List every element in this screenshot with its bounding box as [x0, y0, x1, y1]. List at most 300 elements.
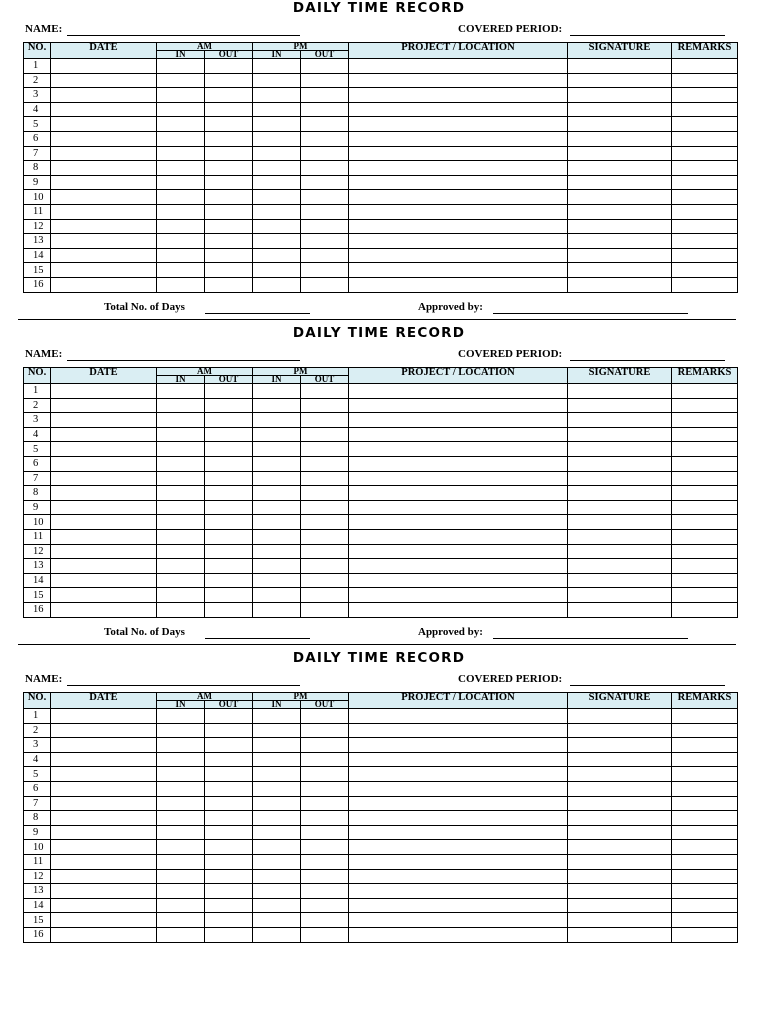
project-cell[interactable]	[349, 723, 568, 738]
pm-out-cell[interactable]	[301, 486, 349, 501]
date-cell[interactable]	[51, 869, 157, 884]
date-cell[interactable]	[51, 752, 157, 767]
remarks-cell[interactable]	[672, 204, 738, 219]
am-in-cell[interactable]	[157, 263, 205, 278]
project-cell[interactable]	[349, 602, 568, 617]
remarks-cell[interactable]	[672, 752, 738, 767]
pm-out-cell[interactable]	[301, 515, 349, 530]
remarks-cell[interactable]	[672, 515, 738, 530]
project-cell[interactable]	[349, 102, 568, 117]
signature-cell[interactable]	[568, 840, 672, 855]
am-out-cell[interactable]	[205, 709, 253, 724]
project-cell[interactable]	[349, 927, 568, 942]
am-out-cell[interactable]	[205, 263, 253, 278]
am-out-cell[interactable]	[205, 146, 253, 161]
project-cell[interactable]	[349, 738, 568, 753]
project-cell[interactable]	[349, 898, 568, 913]
pm-out-cell[interactable]	[301, 825, 349, 840]
signature-cell[interactable]	[568, 442, 672, 457]
signature-cell[interactable]	[568, 398, 672, 413]
date-cell[interactable]	[51, 456, 157, 471]
date-cell[interactable]	[51, 529, 157, 544]
project-cell[interactable]	[349, 559, 568, 574]
covered-period-field[interactable]	[570, 360, 725, 361]
remarks-cell[interactable]	[672, 486, 738, 501]
signature-cell[interactable]	[568, 738, 672, 753]
project-cell[interactable]	[349, 161, 568, 176]
am-out-cell[interactable]	[205, 248, 253, 263]
pm-in-cell[interactable]	[253, 413, 301, 428]
remarks-cell[interactable]	[672, 277, 738, 292]
pm-out-cell[interactable]	[301, 117, 349, 132]
am-in-cell[interactable]	[157, 854, 205, 869]
am-out-cell[interactable]	[205, 869, 253, 884]
pm-out-cell[interactable]	[301, 588, 349, 603]
project-cell[interactable]	[349, 529, 568, 544]
pm-out-cell[interactable]	[301, 427, 349, 442]
am-in-cell[interactable]	[157, 413, 205, 428]
date-cell[interactable]	[51, 234, 157, 249]
date-cell[interactable]	[51, 146, 157, 161]
am-in-cell[interactable]	[157, 825, 205, 840]
project-cell[interactable]	[349, 59, 568, 74]
remarks-cell[interactable]	[672, 573, 738, 588]
signature-cell[interactable]	[568, 471, 672, 486]
remarks-cell[interactable]	[672, 738, 738, 753]
signature-cell[interactable]	[568, 263, 672, 278]
am-in-cell[interactable]	[157, 796, 205, 811]
covered-period-field[interactable]	[570, 35, 725, 36]
am-in-cell[interactable]	[157, 384, 205, 399]
remarks-cell[interactable]	[672, 88, 738, 103]
remarks-cell[interactable]	[672, 898, 738, 913]
am-out-cell[interactable]	[205, 190, 253, 205]
date-cell[interactable]	[51, 854, 157, 869]
project-cell[interactable]	[349, 869, 568, 884]
am-out-cell[interactable]	[205, 427, 253, 442]
project-cell[interactable]	[349, 131, 568, 146]
signature-cell[interactable]	[568, 146, 672, 161]
am-in-cell[interactable]	[157, 781, 205, 796]
am-in-cell[interactable]	[157, 161, 205, 176]
pm-out-cell[interactable]	[301, 898, 349, 913]
date-cell[interactable]	[51, 427, 157, 442]
date-cell[interactable]	[51, 913, 157, 928]
pm-out-cell[interactable]	[301, 500, 349, 515]
am-out-cell[interactable]	[205, 515, 253, 530]
am-out-cell[interactable]	[205, 131, 253, 146]
pm-in-cell[interactable]	[253, 573, 301, 588]
pm-in-cell[interactable]	[253, 234, 301, 249]
remarks-cell[interactable]	[672, 398, 738, 413]
date-cell[interactable]	[51, 88, 157, 103]
am-in-cell[interactable]	[157, 752, 205, 767]
pm-out-cell[interactable]	[301, 59, 349, 74]
project-cell[interactable]	[349, 544, 568, 559]
am-in-cell[interactable]	[157, 515, 205, 530]
project-cell[interactable]	[349, 384, 568, 399]
am-in-cell[interactable]	[157, 913, 205, 928]
am-in-cell[interactable]	[157, 869, 205, 884]
remarks-cell[interactable]	[672, 234, 738, 249]
pm-in-cell[interactable]	[253, 854, 301, 869]
date-cell[interactable]	[51, 840, 157, 855]
project-cell[interactable]	[349, 840, 568, 855]
am-in-cell[interactable]	[157, 898, 205, 913]
signature-cell[interactable]	[568, 869, 672, 884]
remarks-cell[interactable]	[672, 219, 738, 234]
date-cell[interactable]	[51, 219, 157, 234]
signature-cell[interactable]	[568, 825, 672, 840]
project-cell[interactable]	[349, 913, 568, 928]
remarks-cell[interactable]	[672, 544, 738, 559]
remarks-cell[interactable]	[672, 161, 738, 176]
pm-in-cell[interactable]	[253, 131, 301, 146]
pm-out-cell[interactable]	[301, 456, 349, 471]
pm-in-cell[interactable]	[253, 752, 301, 767]
pm-in-cell[interactable]	[253, 219, 301, 234]
pm-in-cell[interactable]	[253, 529, 301, 544]
am-out-cell[interactable]	[205, 840, 253, 855]
pm-out-cell[interactable]	[301, 781, 349, 796]
pm-out-cell[interactable]	[301, 146, 349, 161]
am-out-cell[interactable]	[205, 486, 253, 501]
remarks-cell[interactable]	[672, 190, 738, 205]
date-cell[interactable]	[51, 59, 157, 74]
project-cell[interactable]	[349, 277, 568, 292]
am-in-cell[interactable]	[157, 709, 205, 724]
signature-cell[interactable]	[568, 204, 672, 219]
signature-cell[interactable]	[568, 102, 672, 117]
project-cell[interactable]	[349, 190, 568, 205]
pm-out-cell[interactable]	[301, 738, 349, 753]
project-cell[interactable]	[349, 588, 568, 603]
am-in-cell[interactable]	[157, 573, 205, 588]
remarks-cell[interactable]	[672, 884, 738, 899]
date-cell[interactable]	[51, 559, 157, 574]
am-out-cell[interactable]	[205, 588, 253, 603]
pm-out-cell[interactable]	[301, 131, 349, 146]
date-cell[interactable]	[51, 588, 157, 603]
signature-cell[interactable]	[568, 486, 672, 501]
project-cell[interactable]	[349, 442, 568, 457]
am-in-cell[interactable]	[157, 117, 205, 132]
signature-cell[interactable]	[568, 927, 672, 942]
project-cell[interactable]	[349, 73, 568, 88]
am-out-cell[interactable]	[205, 752, 253, 767]
pm-out-cell[interactable]	[301, 767, 349, 782]
signature-cell[interactable]	[568, 723, 672, 738]
signature-cell[interactable]	[568, 219, 672, 234]
pm-out-cell[interactable]	[301, 263, 349, 278]
am-out-cell[interactable]	[205, 234, 253, 249]
am-in-cell[interactable]	[157, 102, 205, 117]
date-cell[interactable]	[51, 398, 157, 413]
am-out-cell[interactable]	[205, 456, 253, 471]
am-in-cell[interactable]	[157, 146, 205, 161]
am-in-cell[interactable]	[157, 767, 205, 782]
date-cell[interactable]	[51, 927, 157, 942]
am-out-cell[interactable]	[205, 781, 253, 796]
project-cell[interactable]	[349, 204, 568, 219]
remarks-cell[interactable]	[672, 825, 738, 840]
pm-in-cell[interactable]	[253, 811, 301, 826]
remarks-cell[interactable]	[672, 723, 738, 738]
am-out-cell[interactable]	[205, 204, 253, 219]
am-out-cell[interactable]	[205, 854, 253, 869]
remarks-cell[interactable]	[672, 175, 738, 190]
signature-cell[interactable]	[568, 529, 672, 544]
project-cell[interactable]	[349, 515, 568, 530]
am-in-cell[interactable]	[157, 234, 205, 249]
am-out-cell[interactable]	[205, 884, 253, 899]
pm-out-cell[interactable]	[301, 219, 349, 234]
date-cell[interactable]	[51, 486, 157, 501]
pm-in-cell[interactable]	[253, 456, 301, 471]
pm-in-cell[interactable]	[253, 927, 301, 942]
am-in-cell[interactable]	[157, 544, 205, 559]
pm-in-cell[interactable]	[253, 544, 301, 559]
date-cell[interactable]	[51, 413, 157, 428]
pm-out-cell[interactable]	[301, 913, 349, 928]
pm-in-cell[interactable]	[253, 117, 301, 132]
project-cell[interactable]	[349, 88, 568, 103]
pm-in-cell[interactable]	[253, 913, 301, 928]
signature-cell[interactable]	[568, 898, 672, 913]
pm-out-cell[interactable]	[301, 471, 349, 486]
pm-out-cell[interactable]	[301, 102, 349, 117]
pm-out-cell[interactable]	[301, 248, 349, 263]
signature-cell[interactable]	[568, 234, 672, 249]
project-cell[interactable]	[349, 825, 568, 840]
pm-in-cell[interactable]	[253, 559, 301, 574]
project-cell[interactable]	[349, 427, 568, 442]
project-cell[interactable]	[349, 234, 568, 249]
date-cell[interactable]	[51, 175, 157, 190]
signature-cell[interactable]	[568, 161, 672, 176]
am-in-cell[interactable]	[157, 738, 205, 753]
remarks-cell[interactable]	[672, 384, 738, 399]
project-cell[interactable]	[349, 854, 568, 869]
date-cell[interactable]	[51, 102, 157, 117]
pm-in-cell[interactable]	[253, 723, 301, 738]
am-in-cell[interactable]	[157, 927, 205, 942]
am-out-cell[interactable]	[205, 442, 253, 457]
pm-in-cell[interactable]	[253, 277, 301, 292]
signature-cell[interactable]	[568, 59, 672, 74]
pm-in-cell[interactable]	[253, 248, 301, 263]
pm-out-cell[interactable]	[301, 277, 349, 292]
signature-cell[interactable]	[568, 175, 672, 190]
am-in-cell[interactable]	[157, 190, 205, 205]
pm-out-cell[interactable]	[301, 602, 349, 617]
am-out-cell[interactable]	[205, 913, 253, 928]
am-out-cell[interactable]	[205, 175, 253, 190]
date-cell[interactable]	[51, 781, 157, 796]
name-field[interactable]	[67, 685, 300, 686]
am-in-cell[interactable]	[157, 840, 205, 855]
pm-in-cell[interactable]	[253, 486, 301, 501]
approved-by-field[interactable]	[493, 313, 688, 314]
date-cell[interactable]	[51, 161, 157, 176]
am-out-cell[interactable]	[205, 102, 253, 117]
pm-in-cell[interactable]	[253, 471, 301, 486]
date-cell[interactable]	[51, 471, 157, 486]
project-cell[interactable]	[349, 884, 568, 899]
pm-in-cell[interactable]	[253, 204, 301, 219]
signature-cell[interactable]	[568, 131, 672, 146]
date-cell[interactable]	[51, 384, 157, 399]
project-cell[interactable]	[349, 398, 568, 413]
project-cell[interactable]	[349, 796, 568, 811]
signature-cell[interactable]	[568, 500, 672, 515]
pm-out-cell[interactable]	[301, 544, 349, 559]
am-out-cell[interactable]	[205, 602, 253, 617]
pm-in-cell[interactable]	[253, 190, 301, 205]
am-in-cell[interactable]	[157, 723, 205, 738]
date-cell[interactable]	[51, 277, 157, 292]
remarks-cell[interactable]	[672, 442, 738, 457]
remarks-cell[interactable]	[672, 869, 738, 884]
pm-in-cell[interactable]	[253, 840, 301, 855]
signature-cell[interactable]	[568, 588, 672, 603]
am-in-cell[interactable]	[157, 811, 205, 826]
am-in-cell[interactable]	[157, 73, 205, 88]
covered-period-field[interactable]	[570, 685, 725, 686]
pm-in-cell[interactable]	[253, 767, 301, 782]
signature-cell[interactable]	[568, 117, 672, 132]
am-out-cell[interactable]	[205, 811, 253, 826]
am-out-cell[interactable]	[205, 927, 253, 942]
project-cell[interactable]	[349, 752, 568, 767]
pm-out-cell[interactable]	[301, 796, 349, 811]
am-out-cell[interactable]	[205, 384, 253, 399]
am-in-cell[interactable]	[157, 456, 205, 471]
signature-cell[interactable]	[568, 277, 672, 292]
total-days-field[interactable]	[205, 313, 310, 314]
date-cell[interactable]	[51, 117, 157, 132]
remarks-cell[interactable]	[672, 73, 738, 88]
am-out-cell[interactable]	[205, 825, 253, 840]
date-cell[interactable]	[51, 204, 157, 219]
remarks-cell[interactable]	[672, 781, 738, 796]
pm-in-cell[interactable]	[253, 500, 301, 515]
am-in-cell[interactable]	[157, 486, 205, 501]
pm-in-cell[interactable]	[253, 602, 301, 617]
remarks-cell[interactable]	[672, 927, 738, 942]
remarks-cell[interactable]	[672, 263, 738, 278]
pm-in-cell[interactable]	[253, 709, 301, 724]
signature-cell[interactable]	[568, 767, 672, 782]
am-out-cell[interactable]	[205, 59, 253, 74]
date-cell[interactable]	[51, 263, 157, 278]
am-out-cell[interactable]	[205, 723, 253, 738]
pm-out-cell[interactable]	[301, 884, 349, 899]
pm-in-cell[interactable]	[253, 898, 301, 913]
project-cell[interactable]	[349, 811, 568, 826]
signature-cell[interactable]	[568, 709, 672, 724]
signature-cell[interactable]	[568, 781, 672, 796]
project-cell[interactable]	[349, 117, 568, 132]
pm-in-cell[interactable]	[253, 588, 301, 603]
am-out-cell[interactable]	[205, 117, 253, 132]
date-cell[interactable]	[51, 898, 157, 913]
pm-out-cell[interactable]	[301, 752, 349, 767]
remarks-cell[interactable]	[672, 796, 738, 811]
name-field[interactable]	[67, 360, 300, 361]
pm-out-cell[interactable]	[301, 175, 349, 190]
remarks-cell[interactable]	[672, 913, 738, 928]
approved-by-field[interactable]	[493, 638, 688, 639]
remarks-cell[interactable]	[672, 840, 738, 855]
remarks-cell[interactable]	[672, 102, 738, 117]
am-in-cell[interactable]	[157, 588, 205, 603]
pm-out-cell[interactable]	[301, 73, 349, 88]
pm-out-cell[interactable]	[301, 811, 349, 826]
remarks-cell[interactable]	[672, 117, 738, 132]
project-cell[interactable]	[349, 767, 568, 782]
am-out-cell[interactable]	[205, 277, 253, 292]
pm-in-cell[interactable]	[253, 384, 301, 399]
project-cell[interactable]	[349, 500, 568, 515]
signature-cell[interactable]	[568, 190, 672, 205]
date-cell[interactable]	[51, 442, 157, 457]
signature-cell[interactable]	[568, 752, 672, 767]
date-cell[interactable]	[51, 796, 157, 811]
pm-out-cell[interactable]	[301, 529, 349, 544]
am-in-cell[interactable]	[157, 529, 205, 544]
project-cell[interactable]	[349, 219, 568, 234]
date-cell[interactable]	[51, 500, 157, 515]
signature-cell[interactable]	[568, 384, 672, 399]
remarks-cell[interactable]	[672, 588, 738, 603]
remarks-cell[interactable]	[672, 709, 738, 724]
project-cell[interactable]	[349, 146, 568, 161]
am-out-cell[interactable]	[205, 471, 253, 486]
pm-in-cell[interactable]	[253, 175, 301, 190]
signature-cell[interactable]	[568, 544, 672, 559]
signature-cell[interactable]	[568, 413, 672, 428]
signature-cell[interactable]	[568, 559, 672, 574]
am-in-cell[interactable]	[157, 427, 205, 442]
am-out-cell[interactable]	[205, 413, 253, 428]
pm-in-cell[interactable]	[253, 263, 301, 278]
am-out-cell[interactable]	[205, 398, 253, 413]
remarks-cell[interactable]	[672, 248, 738, 263]
signature-cell[interactable]	[568, 854, 672, 869]
am-in-cell[interactable]	[157, 398, 205, 413]
pm-in-cell[interactable]	[253, 884, 301, 899]
remarks-cell[interactable]	[672, 811, 738, 826]
pm-out-cell[interactable]	[301, 413, 349, 428]
pm-in-cell[interactable]	[253, 59, 301, 74]
signature-cell[interactable]	[568, 427, 672, 442]
project-cell[interactable]	[349, 486, 568, 501]
pm-out-cell[interactable]	[301, 840, 349, 855]
am-in-cell[interactable]	[157, 884, 205, 899]
date-cell[interactable]	[51, 825, 157, 840]
pm-in-cell[interactable]	[253, 738, 301, 753]
date-cell[interactable]	[51, 515, 157, 530]
pm-in-cell[interactable]	[253, 427, 301, 442]
pm-in-cell[interactable]	[253, 88, 301, 103]
project-cell[interactable]	[349, 709, 568, 724]
pm-in-cell[interactable]	[253, 442, 301, 457]
pm-out-cell[interactable]	[301, 854, 349, 869]
am-in-cell[interactable]	[157, 175, 205, 190]
pm-in-cell[interactable]	[253, 73, 301, 88]
am-in-cell[interactable]	[157, 248, 205, 263]
